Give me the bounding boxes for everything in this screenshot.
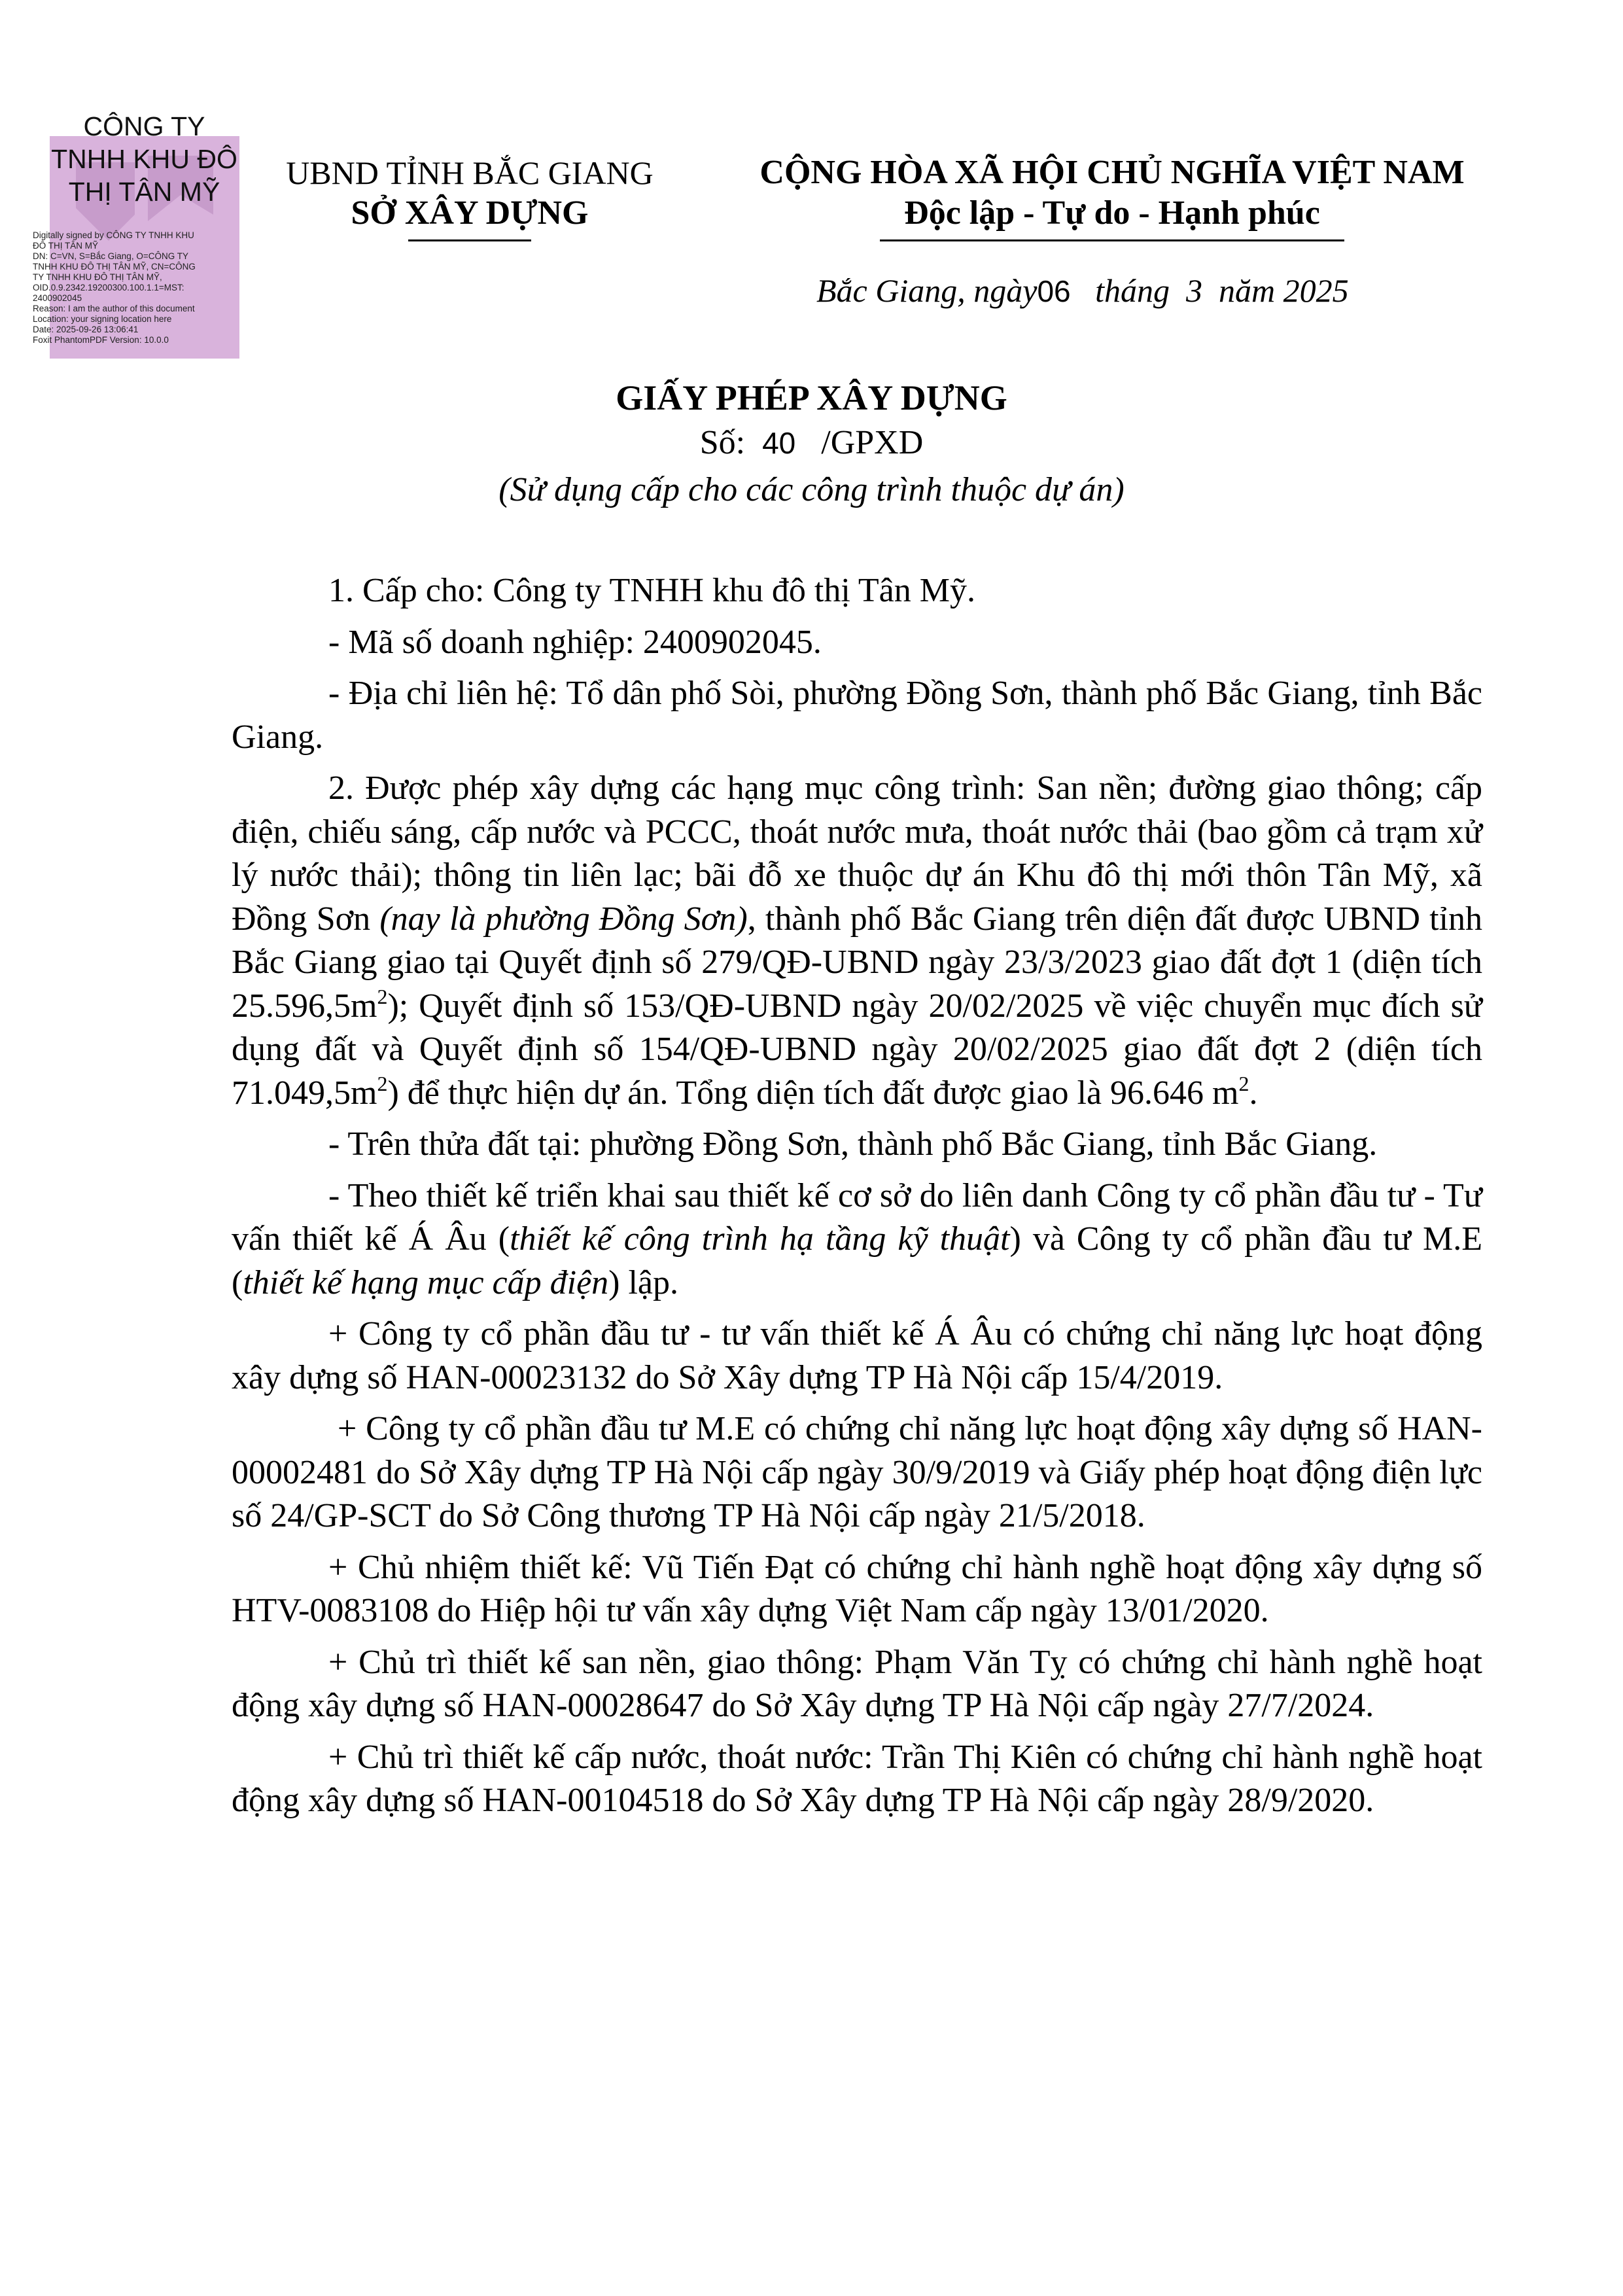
- text-run: .: [1249, 1074, 1258, 1112]
- document-body: [232, 569, 1482, 1831]
- text-run-italic: thiết kế hạng mục cấp điện: [243, 1263, 609, 1301]
- document-subtitle: (Sử dụng cấp cho các công trình thuộc dự án): [498, 471, 1125, 508]
- signature-detail-line: DN: C=VN, S=Bắc Giang, O=CÔNG TY: [33, 251, 188, 261]
- signature-company-line: THỊ TÂN MỸ: [68, 177, 220, 207]
- number-value: 40: [762, 426, 796, 460]
- superscript: 2: [1238, 1071, 1249, 1095]
- agency-parent: UBND TỈNH BẮC GIANG: [286, 154, 654, 191]
- national-header: [720, 153, 1505, 241]
- nation-name: CỘNG HÒA XÃ HỘI CHỦ NGHĨA VIỆT NAM: [759, 154, 1465, 191]
- paragraph: + Công ty cổ phần đầu tư - tư vấn thiết kế Á Âu có chứng chỉ năng lực hoạt động xây dựng số HAN-00023132 do Sở Xây dựng TP Hà Nội cấp 15/4/2019.: [232, 1315, 1482, 1396]
- paragraph: - Địa chỉ liên hệ: Tổ dân phố Sòi, phường Đồng Sơn, thành phố Bắc Giang, tỉnh Bắc Giang.: [232, 675, 1482, 756]
- signature-detail-line: Location: your signing location here: [33, 314, 172, 324]
- signature-detail-line: Digitally signed by CÔNG TY TNHH KHU: [33, 230, 194, 240]
- text-run: ) và Công ty cổ phần đầu tư M.E (: [232, 1220, 1482, 1301]
- text-run: - Theo thiết kế triển khai sau thiết kế cơ sở do liên danh Công ty cổ phần đầu tư - Tư vấn thiết kế Á Âu (: [232, 1176, 1482, 1258]
- signature-detail-line: 2400902045: [33, 293, 82, 303]
- superscript: 2: [377, 984, 388, 1008]
- paragraph: + Công ty cổ phần đầu tư M.E có chứng chỉ năng lực hoạt động xây dựng số HAN-00002481 do Sở Xây dựng TP Hà Nội cấp ngày 30/9/2019 và Giấy phép hoạt động điện lực số 24/GP-SCT do Sở Công thương TP Hà Nội cấp ngày 21/5/2018.: [232, 1410, 1482, 1534]
- text-run: ) để thực hiện dự án. Tổng diện tích đất được giao là 96.646 m: [387, 1074, 1239, 1112]
- signature-detail-line: Reason: I am the author of this document: [33, 304, 195, 313]
- signature-detail-line: TNHH KHU ĐÔ THỊ TÂN MỸ, CN=CÔNG: [33, 262, 196, 272]
- document-title: GIẤY PHÉP XÂY DỰNG: [616, 378, 1007, 417]
- paragraph: + Chủ nhiệm thiết kế: Vũ Tiến Đạt có chứng chỉ hành nghề hoạt động xây dựng số HTV-0083108 do Hiệp hội tư vấn xây dựng Việt Nam cấp ngày 13/01/2020.: [232, 1548, 1482, 1629]
- text-run: ); Quyết định số 153/QĐ-UBND ngày 20/02/2025 về việc chuyển mục đích sử dụng đất và Quyết định số 154/QĐ-UBND ngày 20/02/2025 giao đất đợt 2 (diện tích 71.049,5m: [232, 987, 1482, 1112]
- signature-detail-line: TY TNHH KHU ĐÔ THỊ TÂN MỸ,: [33, 272, 162, 282]
- paragraph: + Chủ trì thiết kế san nền, giao thông: Phạm Văn Tỵ có chứng chỉ hành nghề hoạt động xây dựng số HAN-00028647 do Sở Xây dựng TP Hà Nội cấp ngày 27/7/2024.: [232, 1643, 1482, 1724]
- nation-motto: Độc lập - Tự do - Hạnh phúc: [904, 194, 1320, 232]
- date-month: 3: [1186, 272, 1203, 309]
- signature-detail-line: OID.0.9.2342.19200300.100.1.1=MST:: [33, 283, 184, 292]
- signature-detail-line: Foxit PhantomPDF Version: 10.0.0: [33, 335, 169, 345]
- date-day: 06: [1037, 274, 1071, 308]
- date-month-label: tháng: [1095, 272, 1170, 309]
- document-number: [0, 423, 1623, 463]
- signature-detail-line: Date: 2025-09-26 13:06:41: [33, 325, 139, 334]
- paragraph: - Mã số doanh nghiệp: 2400902045.: [328, 623, 822, 661]
- signature-details: [33, 230, 258, 345]
- text-run-italic: (nay là phường Đồng Sơn): [379, 900, 748, 938]
- agency-header: [260, 153, 679, 241]
- agency-underline: [408, 239, 531, 241]
- signature-company-line: CÔNG TY: [83, 111, 205, 141]
- signature-detail-line: ĐÔ THỊ TÂN MỸ: [33, 241, 99, 251]
- digital-signature[interactable]: [31, 110, 254, 366]
- agency-name: SỞ XÂY DỰNG: [351, 194, 589, 232]
- text-run-italic: thiết kế công trình hạ tầng kỹ thuật: [510, 1220, 1010, 1258]
- date-prefix: Bắc Giang, ngày: [816, 272, 1038, 309]
- motto-underline: [880, 239, 1344, 241]
- paragraph: - Trên thửa đất tại: phường Đồng Sơn, thành phố Bắc Giang, tỉnh Bắc Giang.: [328, 1125, 1378, 1163]
- issue-date: [816, 271, 1349, 311]
- date-year-label: năm: [1219, 272, 1276, 309]
- signature-company-line: TNHH KHU ĐÔ: [51, 144, 237, 174]
- date-year: 2025: [1283, 272, 1349, 309]
- text-run: , thành phố Bắc Giang trên diện đất được UBND tỉnh Bắc Giang giao tại Quyết định số 279/QĐ-UBND ngày 23/3/2023 giao đất đợt 1 (diện tích 25.596,5m: [232, 900, 1482, 1025]
- signature-company: [31, 110, 257, 208]
- text-run: 2. Được phép xây dựng các hạng mục công trình: San nền; đường giao thông; cấp điện, chiếu sáng, cấp nước và PCCC, thoát nước mưa, thoát nước thải (bao gồm cả trạm xử lý nước thải); thông tin liên lạc; bãi đỗ xe thuộc dự án Khu đô thị mới thôn Tân Mỹ, xã Đồng Sơn: [232, 769, 1482, 938]
- text-run: ) lập.: [608, 1263, 678, 1301]
- number-label: Số:: [699, 424, 746, 461]
- paragraph: + Chủ trì thiết kế cấp nước, thoát nước: Trần Thị Kiên có chứng chỉ hành nghề hoạt động xây dựng số HAN-00104518 do Sở Xây dựng TP Hà Nội cấp ngày 28/9/2020.: [232, 1738, 1482, 1819]
- number-suffix: /GPXD: [821, 424, 924, 461]
- paragraph: [232, 767, 1482, 1115]
- superscript: 2: [377, 1071, 388, 1095]
- paragraph: 1. Cấp cho: Công ty TNHH khu đô thị Tân Mỹ.: [328, 572, 975, 609]
- paragraph: [232, 1174, 1482, 1305]
